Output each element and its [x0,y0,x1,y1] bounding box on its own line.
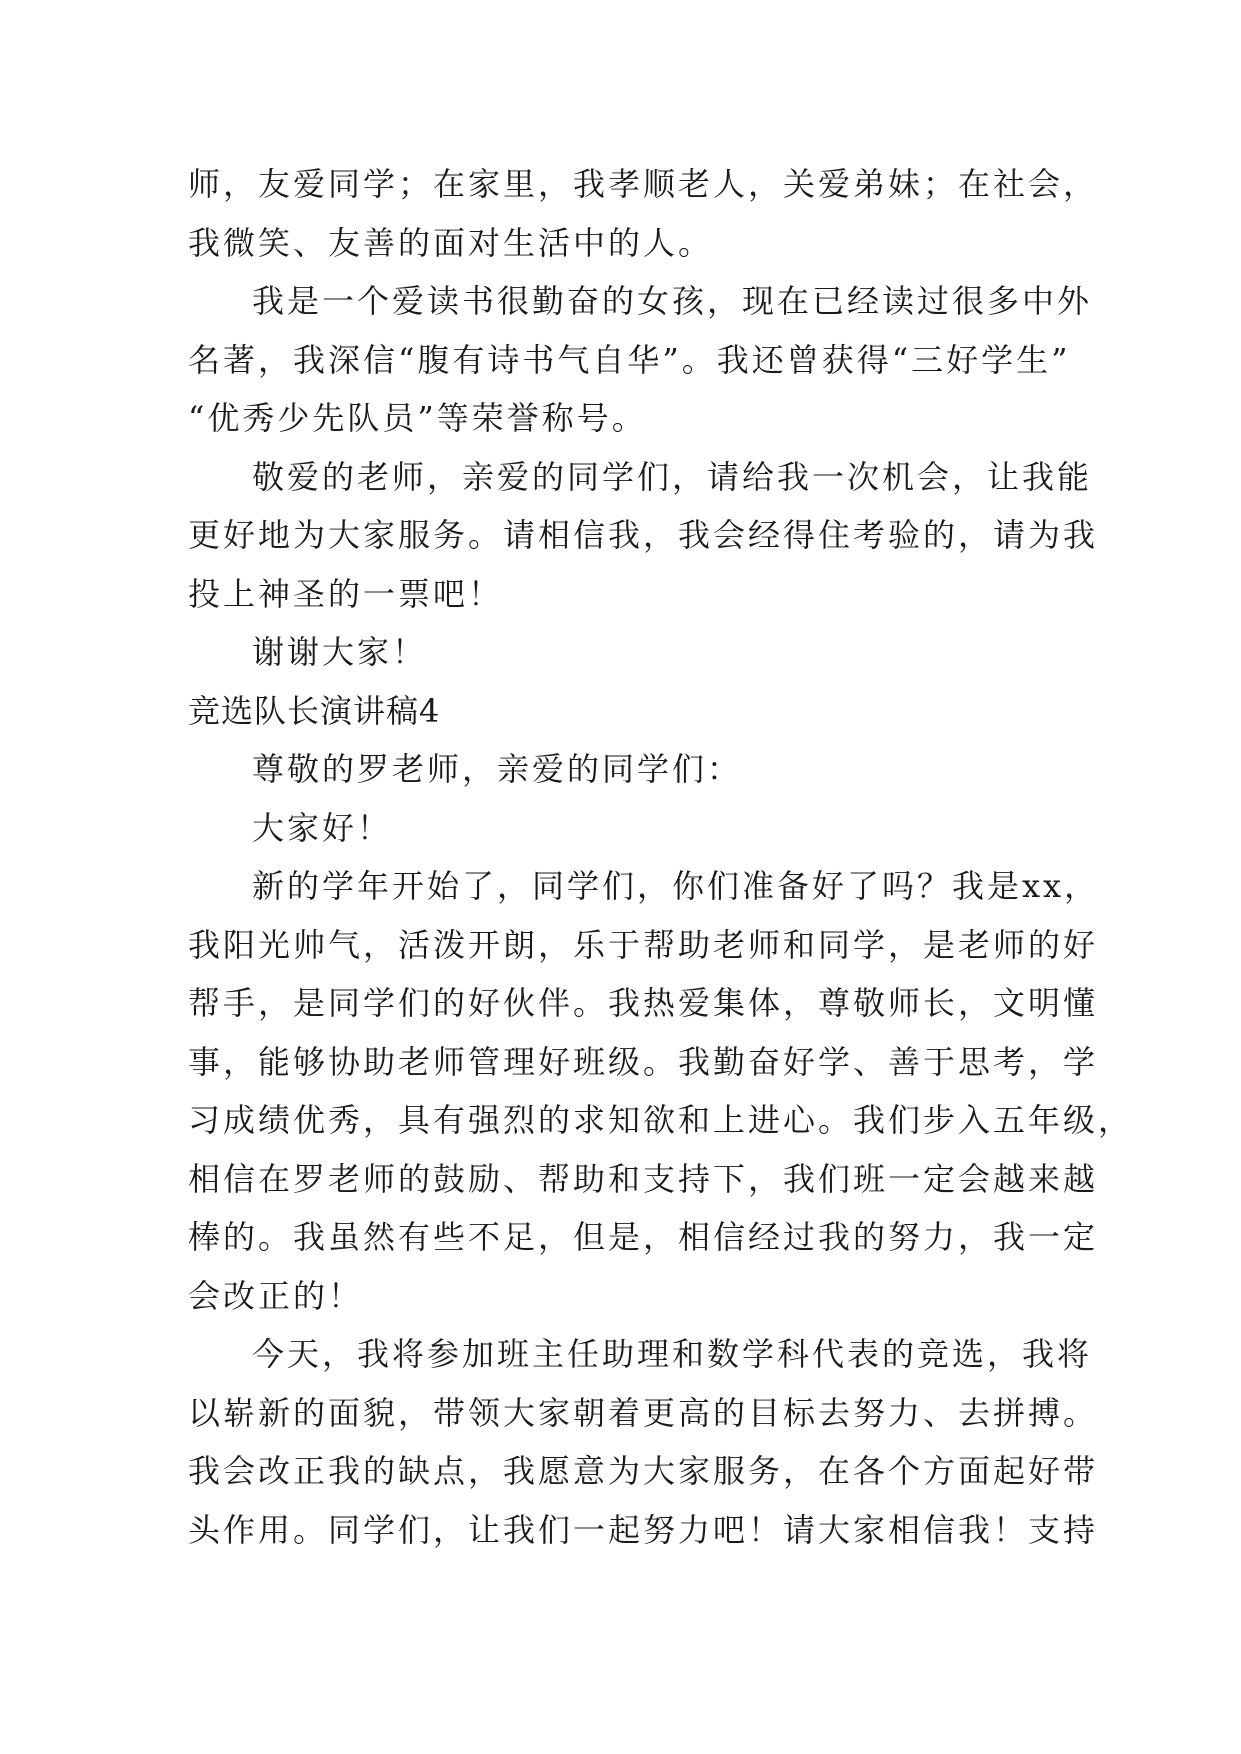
text-line: 今天，我将参加班主任助理和数学科代表的竞选，我将 [252,1335,1093,1373]
text-line: 我阳光帅气，活泼开朗，乐于帮助老师和同学，是老师的好 [188,925,1099,964]
text-line: 习成绩优秀，具有强烈的求知欲和上进心。我们步入五年级， [188,1101,1134,1139]
text-line: 头作用。同学们，让我们一起努力吧！请大家相信我！支持 [188,1510,1099,1549]
text-line: 谢谢大家！ [252,633,428,671]
text-line: 敬爱的老师，亲爱的同学们，请给我一次机会，让我能 [252,457,1093,496]
text-line: 更好地为大家服务。请相信我，我会经得住考验的，请为我 [188,516,1099,554]
greeting: 大家好！ [252,808,393,847]
text-line: 会改正的！ [188,1276,364,1315]
text-line: 以崭新的面貌，带领大家朝着更高的目标去努力、去拼搏。 [188,1393,1099,1432]
text-line: 相信在罗老师的鼓励、帮助和支持下，我们班一定会越来越 [188,1159,1099,1198]
text-line: 我是一个爱读书很勤奋的女孩，现在已经读过很多中外 [252,282,1093,320]
text-line: 棒的。我虽然有些不足，但是，相信经过我的努力，我一定 [188,1218,1099,1256]
text-line: 师，友爱同学；在家里，我孝顺老人，关爱弟妹；在社会， [188,165,1099,203]
salutation: 尊敬的罗老师，亲爱的同学们： [252,750,743,788]
text-line: 新的学年开始了，同学们，你们准备好了吗？我是xx， [252,867,1100,905]
text-line: 名著，我深信“腹有诗书气自华”。我还曾获得“三好学生” [188,340,1071,379]
text-line: 我微笑、友善的面对生活中的人。 [188,223,714,262]
text-line: “优秀少先队员”等荣誉称号。 [188,399,647,437]
text-line: 帮手，是同学们的好伙伴。我热爱集体，尊敬师长，文明懂 [188,984,1099,1022]
text-line: 事，能够协助老师管理好班级。我勤奋好学、善于思考，学 [188,1042,1099,1081]
text-line: 投上神圣的一票吧！ [188,574,504,613]
document-body [188,155,1134,1559]
section-heading: 竞选队长演讲稿4 [188,691,441,730]
text-line: 我会改正我的缺点，我愿意为大家服务，在各个方面起好带 [188,1452,1099,1490]
